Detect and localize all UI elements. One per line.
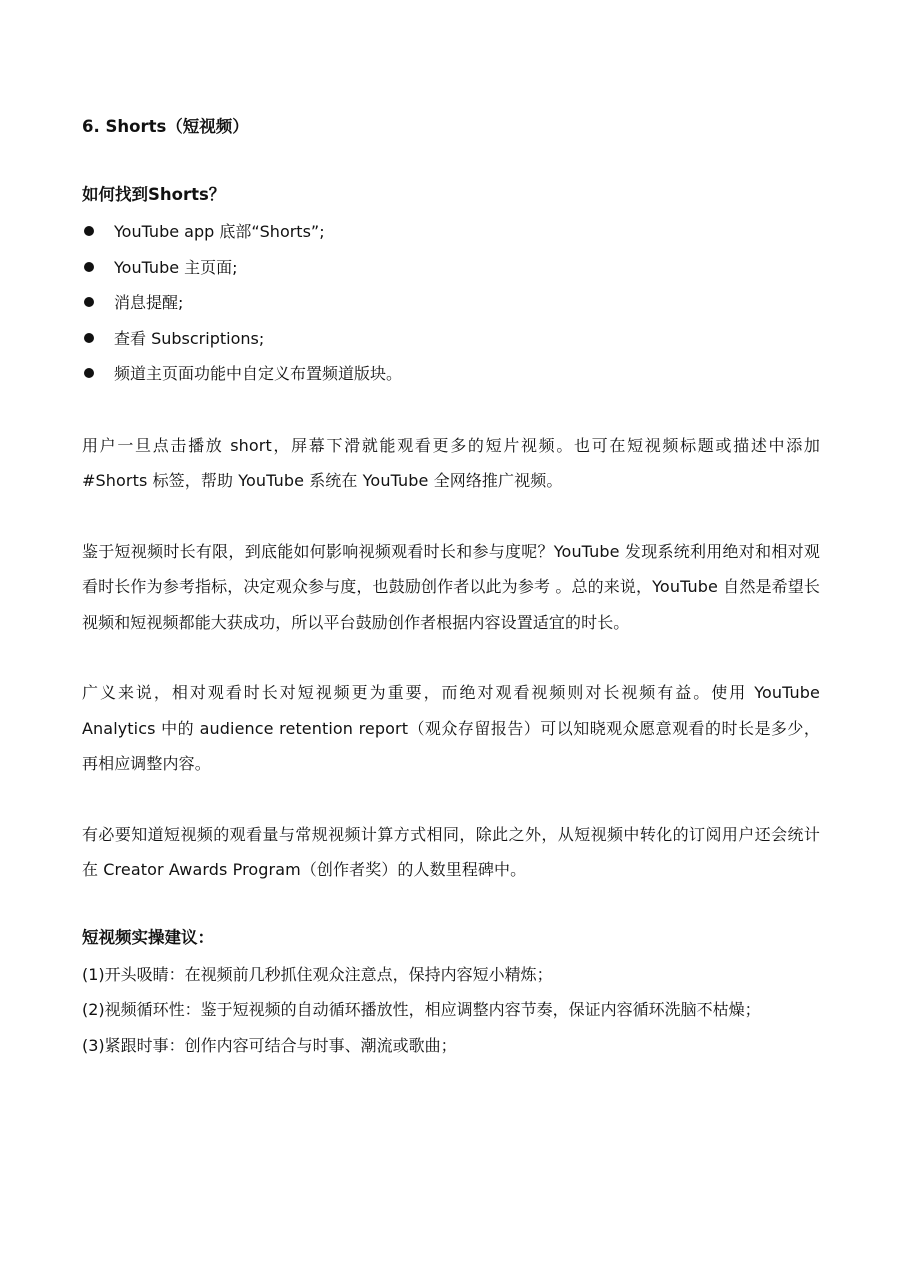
list-item-text: 频道主页面功能中自定义布置频道版块。 [114,364,403,383]
list-item-text: YouTube 主页面; [114,257,238,277]
list-item-text: YouTube app 底部“Shorts”; [114,222,325,241]
paragraph-watch-time: 鉴于短视频时长有限，到底能如何影响视频观看时长和参与度呢？YouTube 发现系统利用绝对和相对观看时长作为参考指标，决定观众参与度，也鼓励创作者以此为参考 。总的来说，YouTube 自然是希望长视频和短视频都能大获成功，所以平台鼓励创作者根据内容设置适宜的时长。 [82,541,820,632]
find-shorts-heading: 如何找到Shorts？ [82,185,226,204]
tips-heading: 短视频实操建议： [82,927,214,947]
tip-item: (1)开头吸睛：在视频前几秒抓住观众注意点，保持内容短小精炼； [82,964,553,984]
list-item [82,214,820,250]
list-item [82,356,820,392]
find-shorts-list [82,214,820,392]
bullet-icon [84,368,94,378]
list-item-text: 消息提醒; [114,293,184,312]
paragraph-swipe: 用户一旦点击播放 short，屏幕下滑就能观看更多的短片视频。也可在短视频标题或描述中添加#Shorts 标签，帮助 YouTube 系统在 YouTube 全网络推广视频。 [82,435,820,490]
list-item [82,250,820,286]
section-title: 6. Shorts（短视频） [82,117,249,136]
tip-item: (2)视频循环性：鉴于短视频的自动循环播放性，相应调整内容节奏，保证内容循环洗脑不枯燥； [82,1000,761,1019]
bullet-icon [84,262,94,272]
paragraph-creator-awards: 有必要知道短视频的观看量与常规视频计算方式相同，除此之外，从短视频中转化的订阅用户还会统计在 Creator Awards Program（创作者奖）的人数里程碑中。 [82,824,820,879]
bullet-icon [84,297,94,307]
tips-list [82,957,820,1064]
document-page [82,112,820,1063]
bullet-icon [84,226,94,236]
list-item [82,285,820,321]
list-item [82,321,820,357]
tip-item: (3)紧跟时事：创作内容可结合与时事、潮流或歌曲； [82,1035,457,1055]
bullet-icon [84,333,94,343]
list-item-text: 查看 Subscriptions; [114,328,265,348]
paragraph-analytics: 广义来说，相对观看时长对短视频更为重要，而绝对观看视频则对长视频有益。使用 YouTube Analytics 中的 audience retention report（观众存留报告）可以知晓观众愿意观看的时长是多少，再相应调整内容。 [82,683,820,773]
